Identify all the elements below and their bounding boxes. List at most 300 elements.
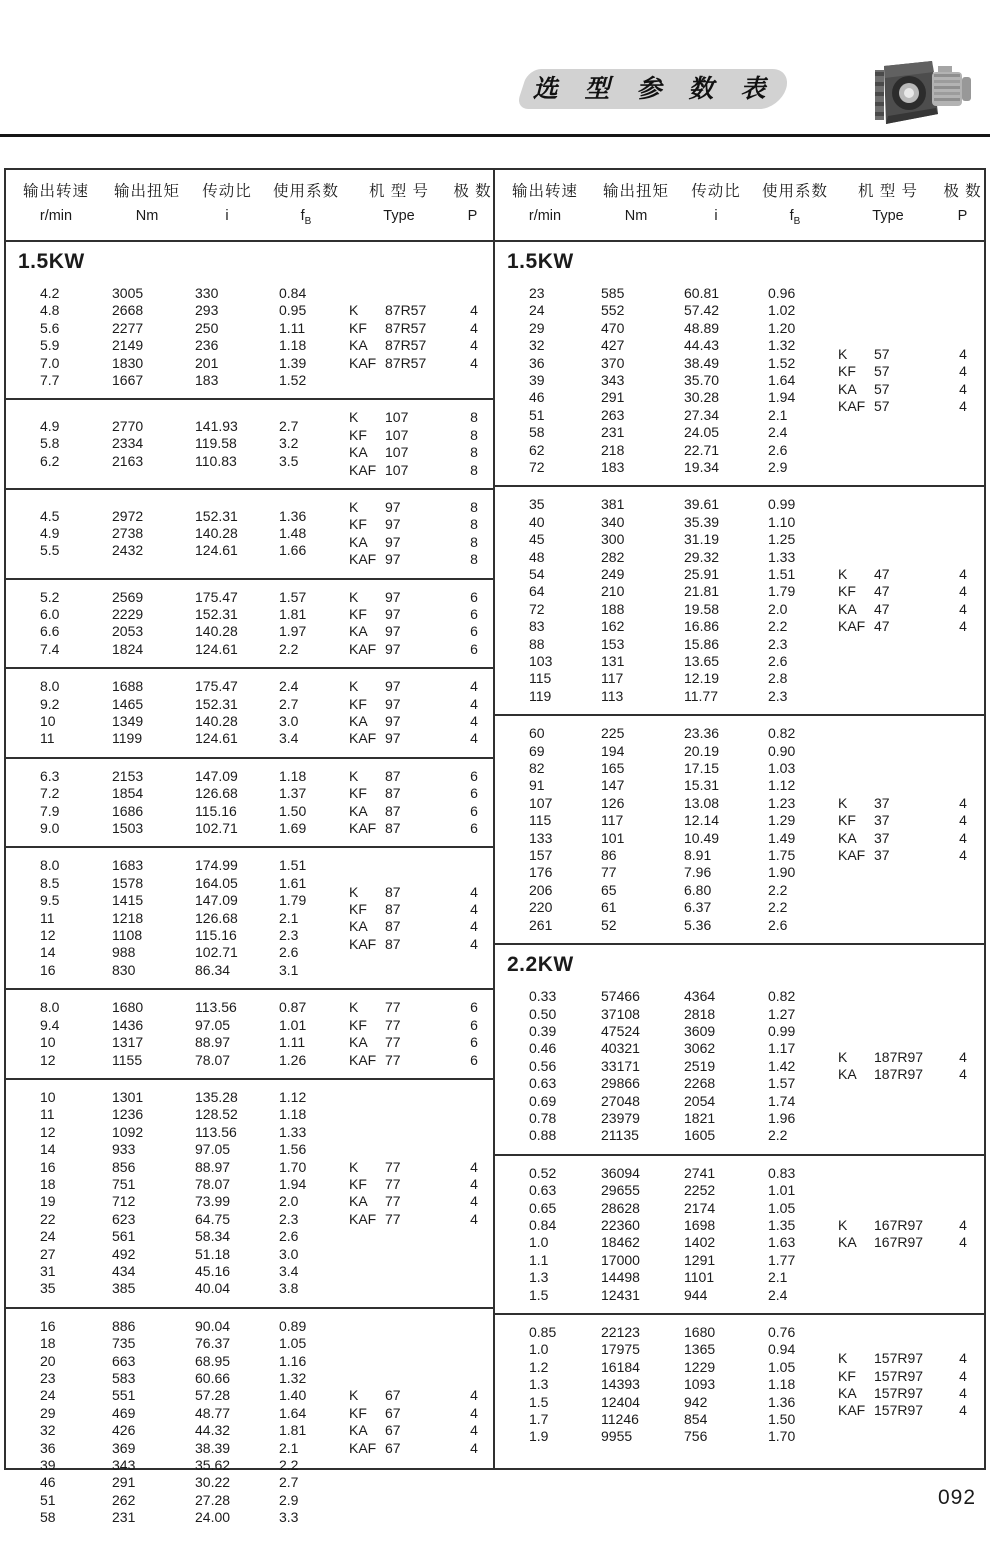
type-row [349, 1422, 495, 1439]
type-prefix: KA [838, 600, 857, 617]
type-prefix: KA [349, 1422, 368, 1439]
speed-cell: 60 [529, 725, 545, 742]
table-row [40, 1193, 349, 1210]
type-row [349, 1052, 495, 1069]
service-factor-cell: 2.7 [279, 418, 299, 435]
type-list [349, 1159, 495, 1229]
speed-cell: 115 [529, 812, 552, 829]
numeric-rows [6, 999, 349, 1069]
ratio-cell: 2174 [684, 1199, 716, 1216]
table-row [40, 803, 349, 820]
ratio-cell: 39.61 [684, 496, 720, 513]
type-prefix: KAF [349, 1051, 377, 1068]
type-model: 57 [874, 398, 890, 415]
speed-cell: 72 [529, 458, 545, 475]
torque-cell: 183 [601, 458, 625, 475]
speed-cell: 62 [529, 441, 545, 458]
type-model: 157R97 [874, 1350, 924, 1367]
poles-cell: 6 [470, 623, 478, 640]
service-factor-cell: 2.4 [768, 424, 788, 441]
speed-cell: 6.3 [40, 767, 60, 784]
data-block [6, 1309, 493, 1536]
type-list [349, 678, 495, 748]
data-block [6, 990, 493, 1078]
ratio-cell: 78.07 [195, 1051, 231, 1068]
torque-cell: 1092 [112, 1123, 144, 1140]
service-factor-cell: 1.64 [768, 371, 796, 388]
ratio-cell: 102.71 [195, 944, 238, 961]
ratio-cell: 2268 [684, 1075, 716, 1092]
torque-cell: 11246 [601, 1411, 639, 1428]
ratio-cell: 30.22 [195, 1474, 231, 1491]
type-model: 87 [385, 767, 401, 784]
table-row [529, 337, 838, 354]
speed-cell: 1.1 [529, 1251, 549, 1268]
torque-cell: 1854 [112, 785, 144, 802]
service-factor-cell: 1.70 [279, 1158, 307, 1175]
type-row [838, 583, 984, 600]
col-header-torque: 输出扭矩 Nm [602, 183, 669, 224]
speed-cell: 1.2 [529, 1358, 549, 1375]
table-row [529, 531, 838, 548]
torque-cell: 23979 [601, 1109, 640, 1126]
table-row [40, 418, 349, 435]
speed-cell: 32 [529, 337, 545, 354]
service-factor-cell: 1.48 [279, 525, 307, 542]
ratio-cell: 141.93 [195, 418, 238, 435]
type-model: 97 [385, 516, 401, 533]
numeric-rows [6, 857, 349, 979]
speed-cell: 10 [40, 713, 56, 730]
service-factor-cell: 1.66 [279, 542, 307, 559]
type-row [349, 820, 495, 837]
torque-cell: 16184 [601, 1358, 640, 1375]
ratio-cell: 97.05 [195, 1016, 231, 1033]
torque-cell: 231 [112, 1509, 136, 1526]
speed-cell: 24 [40, 1228, 56, 1245]
service-factor-cell: 2.6 [768, 441, 788, 458]
service-factor-cell: 2.7 [279, 695, 299, 712]
type-model: 87 [385, 802, 401, 819]
ratio-cell: 2054 [684, 1092, 716, 1109]
type-row [349, 1405, 495, 1422]
type-row [838, 346, 984, 363]
speed-cell: 46 [40, 1474, 56, 1491]
type-model: 67 [385, 1422, 401, 1439]
numeric-rows [6, 508, 349, 560]
torque-cell: 300 [601, 531, 625, 548]
table-row [529, 636, 838, 653]
type-prefix: K [349, 1387, 359, 1404]
ratio-cell: 76.37 [195, 1335, 231, 1352]
ratio-cell: 1698 [684, 1216, 716, 1233]
service-factor-cell: 1.11 [279, 1034, 306, 1051]
type-row [349, 785, 495, 802]
type-row [349, 320, 495, 337]
type-list [838, 1217, 984, 1252]
type-row [349, 499, 495, 516]
type-prefix: KAF [349, 551, 377, 568]
table-row [40, 1509, 349, 1526]
speed-cell: 24 [40, 1387, 56, 1404]
service-factor-cell: 2.2 [279, 640, 299, 657]
speed-cell: 45 [529, 531, 545, 548]
type-model: 107 [385, 426, 409, 443]
type-row [838, 381, 984, 398]
numeric-rows [6, 589, 349, 659]
poles-cell: 6 [470, 1051, 478, 1068]
torque-cell: 29866 [601, 1075, 640, 1092]
ratio-cell: 1365 [684, 1341, 716, 1358]
service-factor-cell: 2.0 [279, 1193, 299, 1210]
speed-cell: 35 [529, 496, 545, 513]
poles-cell: 4 [470, 1439, 478, 1456]
table-row [40, 1089, 349, 1106]
torque-cell: 751 [112, 1175, 136, 1192]
speed-cell: 35 [40, 1280, 56, 1297]
torque-cell: 2972 [112, 507, 144, 524]
torque-cell: 385 [112, 1280, 136, 1297]
table-row [40, 525, 349, 542]
poles-cell: 8 [470, 498, 478, 515]
torque-cell: 1824 [112, 640, 144, 657]
type-list [838, 1049, 984, 1084]
table-row [529, 917, 838, 934]
table-row [529, 777, 838, 794]
poles-cell: 4 [959, 829, 967, 846]
ratio-cell: 1101 [684, 1269, 715, 1286]
speed-cell: 16 [40, 1317, 56, 1334]
torque-cell: 22123 [601, 1324, 640, 1341]
poles-cell: 4 [470, 883, 478, 900]
speed-cell: 51 [40, 1491, 56, 1508]
table-row [529, 1376, 838, 1393]
speed-cell: 7.9 [40, 802, 60, 819]
table-row [40, 1280, 349, 1297]
table-row [529, 1058, 838, 1075]
ratio-cell: 1821 [684, 1109, 716, 1126]
poles-cell: 4 [959, 398, 967, 415]
table-row [40, 302, 349, 319]
service-factor-cell: 1.61 [279, 874, 307, 891]
table-row [40, 999, 349, 1016]
service-factor-cell: 1.94 [279, 1175, 307, 1192]
type-model: 167R97 [874, 1234, 924, 1251]
poles-cell: 4 [959, 600, 967, 617]
type-model: 157R97 [874, 1384, 924, 1401]
col-header-poles: 极 数 P [943, 183, 982, 224]
table-row [40, 1263, 349, 1280]
type-row [349, 1159, 495, 1176]
poles-cell: 8 [470, 409, 478, 426]
speed-cell: 12 [40, 1123, 56, 1140]
ratio-cell: 51.18 [195, 1245, 231, 1262]
poles-cell: 4 [959, 1367, 967, 1384]
service-factor-cell: 1.02 [768, 302, 796, 319]
speed-cell: 220 [529, 899, 553, 916]
service-factor-cell: 2.3 [279, 1210, 299, 1227]
speed-cell: 16 [40, 1158, 56, 1175]
type-model: 77 [385, 1175, 401, 1192]
table-row [40, 589, 349, 606]
service-factor-cell: 1.64 [279, 1404, 307, 1421]
torque-cell: 1667 [112, 371, 144, 388]
type-row [838, 566, 984, 583]
ratio-cell: 44.43 [684, 337, 720, 354]
type-prefix: KAF [838, 847, 866, 864]
table-row [529, 1252, 838, 1269]
poles-cell: 6 [470, 588, 478, 605]
ratio-cell: 115.16 [195, 927, 237, 944]
table-row [40, 1159, 349, 1176]
service-factor-cell: 1.79 [279, 892, 307, 909]
torque-cell: 1349 [112, 713, 144, 730]
type-model: 67 [385, 1439, 401, 1456]
speed-cell: 9.4 [40, 1016, 60, 1033]
speed-cell: 22 [40, 1210, 56, 1227]
poles-cell: 4 [959, 618, 967, 635]
ratio-cell: 15.31 [684, 777, 720, 794]
type-prefix: KAF [349, 730, 377, 747]
ratio-cell: 1093 [684, 1376, 716, 1393]
poles-cell: 4 [470, 1387, 478, 1404]
ratio-cell: 20.19 [684, 742, 720, 759]
ratio-cell: 90.04 [195, 1317, 231, 1334]
ratio-cell: 38.49 [684, 354, 720, 371]
type-model: 97 [385, 588, 401, 605]
service-factor-cell: 1.50 [768, 1411, 796, 1428]
type-model: 57 [874, 380, 890, 397]
type-list [838, 566, 984, 636]
type-prefix: KF [349, 1404, 367, 1421]
torque-cell: 1503 [112, 820, 144, 837]
speed-cell: 12 [40, 927, 56, 944]
torque-cell: 225 [601, 725, 625, 742]
ratio-cell: 19.58 [684, 600, 720, 617]
speed-cell: 133 [529, 829, 553, 846]
ratio-cell: 250 [195, 319, 219, 336]
type-prefix: KA [349, 444, 368, 461]
table-row [529, 988, 838, 1005]
type-row [349, 901, 495, 918]
type-prefix: K [838, 794, 848, 811]
type-model: 77 [385, 1034, 401, 1051]
table-row [40, 508, 349, 525]
table-row [529, 1200, 838, 1217]
service-factor-cell: 1.94 [768, 389, 796, 406]
ratio-cell: 30.28 [684, 389, 720, 406]
table-row [529, 1341, 838, 1358]
speed-cell: 11 [40, 730, 55, 747]
speed-cell: 206 [529, 881, 553, 898]
poles-cell: 4 [959, 345, 967, 362]
torque-cell: 561 [112, 1228, 136, 1245]
type-prefix: KAF [349, 935, 377, 952]
type-prefix: KF [838, 363, 856, 380]
table-row [40, 785, 349, 802]
data-block [495, 1315, 984, 1455]
ratio-cell: 68.95 [195, 1352, 231, 1369]
ratio-cell: 48.89 [684, 319, 720, 336]
type-model: 77 [385, 1158, 401, 1175]
page-number: 092 [938, 1486, 977, 1509]
service-factor-cell: 1.23 [768, 794, 796, 811]
table-row [40, 355, 349, 372]
table-body-left [6, 242, 493, 1536]
ratio-cell: 113.56 [195, 1123, 237, 1140]
torque-cell: 117 [601, 670, 624, 687]
poles-cell: 4 [470, 935, 478, 952]
table-row [40, 1106, 349, 1123]
poles-cell: 6 [470, 785, 478, 802]
ratio-cell: 135.28 [195, 1088, 238, 1105]
data-block [6, 669, 493, 757]
ratio-cell: 15.86 [684, 635, 720, 652]
speed-cell: 0.56 [529, 1057, 557, 1074]
poles-cell: 4 [470, 713, 478, 730]
speed-cell: 40 [529, 513, 545, 530]
ratio-cell: 35.70 [684, 371, 720, 388]
table-row [529, 1394, 838, 1411]
torque-cell: 663 [112, 1352, 136, 1369]
table-row [40, 285, 349, 302]
col-header-speed: 输出转速 r/min [22, 183, 89, 224]
poles-cell: 6 [470, 640, 478, 657]
speed-cell: 8.0 [40, 857, 60, 874]
speed-cell: 103 [529, 653, 553, 670]
type-row [349, 516, 495, 533]
service-factor-cell: 0.96 [768, 284, 796, 301]
type-prefix: KA [838, 1234, 857, 1251]
ratio-cell: 1229 [684, 1358, 716, 1375]
speed-cell: 29 [40, 1404, 56, 1421]
type-row [838, 1049, 984, 1066]
poles-cell: 4 [959, 847, 967, 864]
ratio-cell: 147.09 [195, 767, 238, 784]
table-row [529, 795, 838, 812]
type-model: 87 [385, 935, 401, 952]
ratio-cell: 124.61 [195, 730, 238, 747]
table-row [40, 1228, 349, 1245]
service-factor-cell: 1.39 [279, 354, 307, 371]
ratio-cell: 330 [195, 284, 219, 301]
table-row [40, 1141, 349, 1158]
column-header-row [6, 170, 493, 242]
ratio-cell: 102.71 [195, 820, 238, 837]
table-row [529, 760, 838, 777]
speed-cell: 6.0 [40, 605, 60, 622]
speed-cell: 0.63 [529, 1182, 557, 1199]
torque-cell: 469 [112, 1404, 136, 1421]
poles-cell: 6 [470, 605, 478, 622]
table-row [529, 601, 838, 618]
type-model: 107 [385, 409, 409, 426]
type-row [349, 1034, 495, 1051]
service-factor-cell: 1.32 [768, 337, 796, 354]
type-row [838, 398, 984, 415]
ratio-cell: 1402 [684, 1234, 716, 1251]
table-row [529, 688, 838, 705]
poles-cell: 8 [470, 551, 478, 568]
table-row [529, 566, 838, 583]
poles-cell: 4 [470, 319, 478, 336]
service-factor-cell: 1.77 [768, 1251, 796, 1268]
type-list [349, 1387, 495, 1457]
service-factor-cell: 0.89 [279, 1317, 307, 1334]
type-row [349, 1440, 495, 1457]
torque-cell: 21135 [601, 1127, 639, 1144]
numeric-rows [6, 1318, 349, 1527]
service-factor-cell: 1.57 [279, 588, 307, 605]
speed-cell: 27 [40, 1245, 56, 1262]
ratio-cell: 140.28 [195, 525, 238, 542]
speed-cell: 88 [529, 635, 545, 652]
type-model: 37 [874, 829, 890, 846]
type-row [349, 803, 495, 820]
ratio-cell: 6.37 [684, 899, 712, 916]
service-factor-cell: 1.52 [768, 354, 796, 371]
ratio-cell: 140.28 [195, 623, 238, 640]
gearmotor-illustration [872, 56, 974, 130]
torque-cell: 623 [112, 1210, 136, 1227]
type-prefix: KAF [349, 1439, 377, 1456]
table-row [40, 1124, 349, 1141]
table-row [529, 496, 838, 513]
table-row [40, 1405, 349, 1422]
data-block [6, 580, 493, 668]
table-row [40, 1176, 349, 1193]
table-row [40, 1440, 349, 1457]
table-row [529, 882, 838, 899]
table-right-column [495, 170, 984, 1468]
speed-cell: 72 [529, 600, 545, 617]
type-prefix: KF [838, 1367, 856, 1384]
table-row [529, 442, 838, 459]
type-list [349, 589, 495, 659]
torque-cell: 61 [601, 899, 617, 916]
table-row [529, 302, 838, 319]
type-prefix: KF [349, 1175, 367, 1192]
service-factor-cell: 1.26 [279, 1051, 307, 1068]
service-factor-cell: 1.69 [279, 820, 307, 837]
type-model: 87R57 [385, 319, 427, 336]
type-model: 167R97 [874, 1216, 924, 1233]
type-prefix: KF [349, 426, 367, 443]
ratio-cell: 13.08 [684, 794, 720, 811]
table-row [529, 583, 838, 600]
type-model: 77 [385, 1016, 401, 1033]
poles-cell: 4 [470, 1422, 478, 1439]
torque-cell: 65 [601, 881, 617, 898]
table-row [529, 1006, 838, 1023]
speed-cell: 69 [529, 742, 545, 759]
data-block [495, 1156, 984, 1313]
speed-cell: 1.0 [529, 1341, 549, 1358]
speed-cell: 6.6 [40, 623, 60, 640]
torque-cell: 263 [601, 406, 625, 423]
type-model: 57 [874, 363, 890, 380]
speed-cell: 0.50 [529, 1005, 557, 1022]
type-list [349, 884, 495, 954]
ratio-cell: 24.05 [684, 424, 720, 441]
speed-cell: 7.4 [40, 640, 60, 657]
table-row [529, 1182, 838, 1199]
speed-cell: 0.84 [529, 1216, 557, 1233]
type-prefix: KA [349, 918, 368, 935]
torque-cell: 2153 [112, 767, 144, 784]
service-factor-cell: 2.4 [279, 678, 299, 695]
service-factor-cell: 1.01 [768, 1182, 796, 1199]
